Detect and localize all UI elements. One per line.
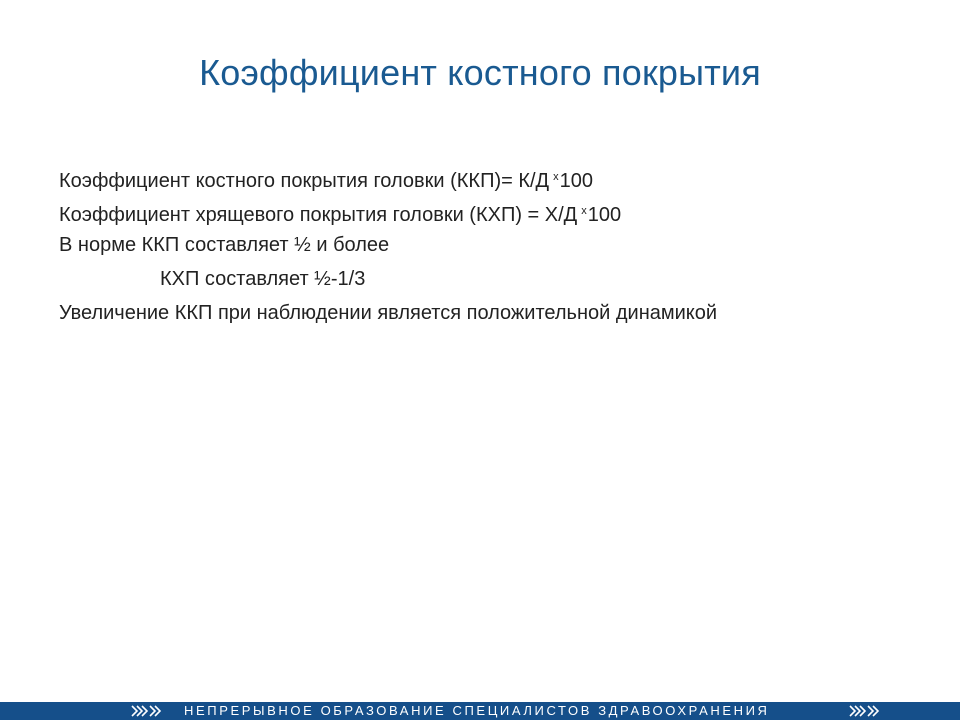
multiply-sign: х: [553, 171, 559, 183]
formula-bone-coverage-text: Коэффициент костного покрытия головки (ККП)= К/Д: [59, 170, 550, 192]
formula-bone-coverage: [59, 164, 919, 198]
slide-title: Коэффициент костного покрытия: [199, 52, 761, 93]
double-chevron-right-icon: [130, 705, 164, 717]
positive-dynamics-note: Увеличение ККП при наблюдении является положительной динамикой: [59, 302, 718, 324]
norm-bone-coverage: В норме ККП составляет ½ и более: [59, 234, 390, 256]
norm-cartilage-coverage: КХП составляет ½-1/3: [160, 268, 366, 290]
footer-caption: НЕПРЕРЫВНОЕ ОБРАЗОВАНИЕ СПЕЦИАЛИСТОВ ЗДРАВООХРАНЕНИЯ: [184, 703, 770, 718]
formula-bone-coverage-multiplier: 100: [559, 170, 593, 192]
multiply-sign: х: [581, 205, 587, 217]
double-chevron-right-icon: [848, 705, 882, 717]
footer-bar: [0, 702, 960, 720]
formula-cartilage-coverage: [59, 198, 919, 232]
formula-cartilage-coverage-multiplier: 100: [587, 204, 622, 226]
slide-body: [59, 164, 919, 334]
formula-cartilage-coverage-text: Коэффициент хрящевого покрытия головки (КХП) = Х/Д: [59, 204, 578, 226]
